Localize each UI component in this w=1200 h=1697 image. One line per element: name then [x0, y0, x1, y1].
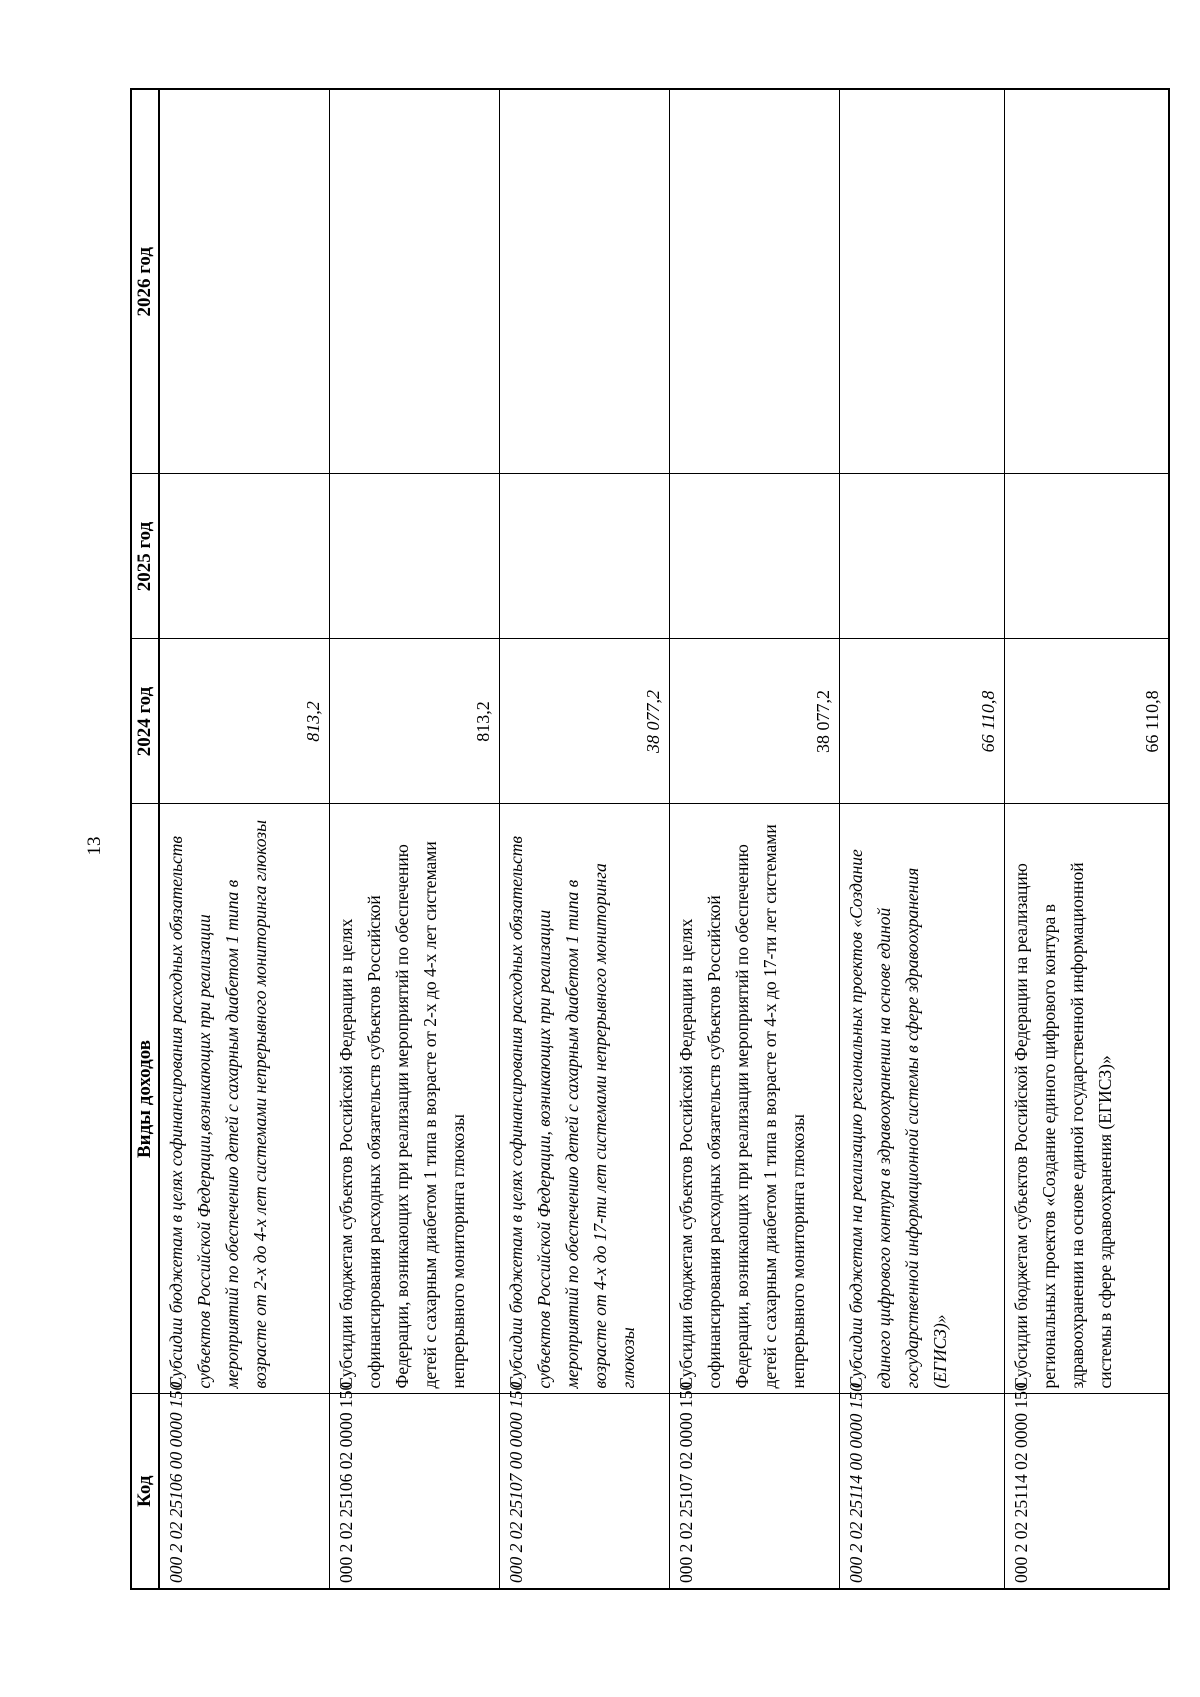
row-value-2025: [499, 474, 669, 639]
row-value-2024: 66 110,8: [1004, 639, 1169, 804]
row-kind: Субсидии бюджетам субъектов Российской Федерации в целях софинансирования расходных обязательств субъектов Российской Федерации, возникающих при реализации мероприятий по обеспечению детей с сахарным диабетом 1 типа в возрасте от 2-х до 4-х лет системами непрерывного мониторинга глюкозы: [329, 804, 499, 1394]
row-value-2026: [839, 89, 1004, 474]
table-row: [499, 89, 669, 1589]
page-number: 13: [84, 836, 105, 856]
row-value-2026: [1004, 89, 1169, 474]
table-row: [839, 89, 1004, 1589]
row-value-2026: [499, 89, 669, 474]
header-2024: 2024 год: [131, 639, 159, 804]
header-2026: 2026 год: [131, 89, 159, 474]
row-kind: Субсидии бюджетам субъектов Российской Федерации в целях софинансирования расходных обязательств субъектов Российской Федерации, возникающих при реализации мероприятий по обеспечению детей с сахарным диабетом 1 типа в возрасте от 4-х до 17-ти лет системами непрерывного мониторинга глюкозы: [669, 804, 839, 1394]
row-value-2025: [159, 474, 329, 639]
row-value-2025: [839, 474, 1004, 639]
row-kind: Субсидии бюджетам в целях софинансирования расходных обязательств субъектов Российской Федерации, возникающих при реализации мероприятий по обеспечению детей с сахарным диабетом 1 типа в возрасте от 4-х до 17-ти лет системами непрерывного мониторинга глюкозы: [499, 804, 669, 1394]
row-value-2025: [1004, 474, 1169, 639]
table-row: [329, 89, 499, 1589]
header-code: Код: [131, 1394, 159, 1589]
row-code: 000 2 02 25107 00 0000 150: [499, 1394, 669, 1589]
header-2025: 2025 год: [131, 474, 159, 639]
revenue-table: [130, 88, 1170, 1590]
table-row: [1004, 89, 1169, 1589]
row-code: 000 2 02 25114 02 0000 150: [1004, 1394, 1169, 1589]
row-code: 000 2 02 25106 00 0000 150: [159, 1394, 329, 1589]
row-value-2026: [159, 89, 329, 474]
header-kind: Виды доходов: [131, 804, 159, 1394]
row-value-2024: 38 077,2: [499, 639, 669, 804]
row-value-2024: 813,2: [159, 639, 329, 804]
row-kind: Субсидии бюджетам в целях софинансирования расходных обязательств субъектов Российской Федерации,возникающих при реализации мероприятий по обеспечению детей с сахарным диабетом 1 типа в возрасте от 2-х до 4-х лет системами непрерывного мониторинга глюкозы: [159, 804, 329, 1394]
row-value-2025: [669, 474, 839, 639]
row-kind: Субсидии бюджетам на реализацию региональных проектов «Создание единого цифрового контура в здравоохранении на основе единой государственной информационной системы в сфере здравоохранения (ЕГИСЗ)»: [839, 804, 1004, 1394]
table-row: [159, 89, 329, 1589]
row-value-2026: [669, 89, 839, 474]
row-code: 000 2 02 25114 00 0000 150: [839, 1394, 1004, 1589]
row-code: 000 2 02 25107 02 0000 150: [669, 1394, 839, 1589]
row-value-2025: [329, 474, 499, 639]
row-code: 000 2 02 25106 02 0000 150: [329, 1394, 499, 1589]
table-header-row: [131, 89, 159, 1589]
table-row: [669, 89, 839, 1589]
row-value-2024: 38 077,2: [669, 639, 839, 804]
rotated-table-container: [130, 90, 1162, 1590]
row-value-2026: [329, 89, 499, 474]
row-kind: Субсидии бюджетам субъектов Российской Федерации на реализацию региональных проектов «Создание единого цифрового контура в здравоохранении на основе единой государственной информационной системы в сфере здравоохранения (ЕГИСЗ)»: [1004, 804, 1169, 1394]
row-value-2024: 813,2: [329, 639, 499, 804]
row-value-2024: 66 110,8: [839, 639, 1004, 804]
